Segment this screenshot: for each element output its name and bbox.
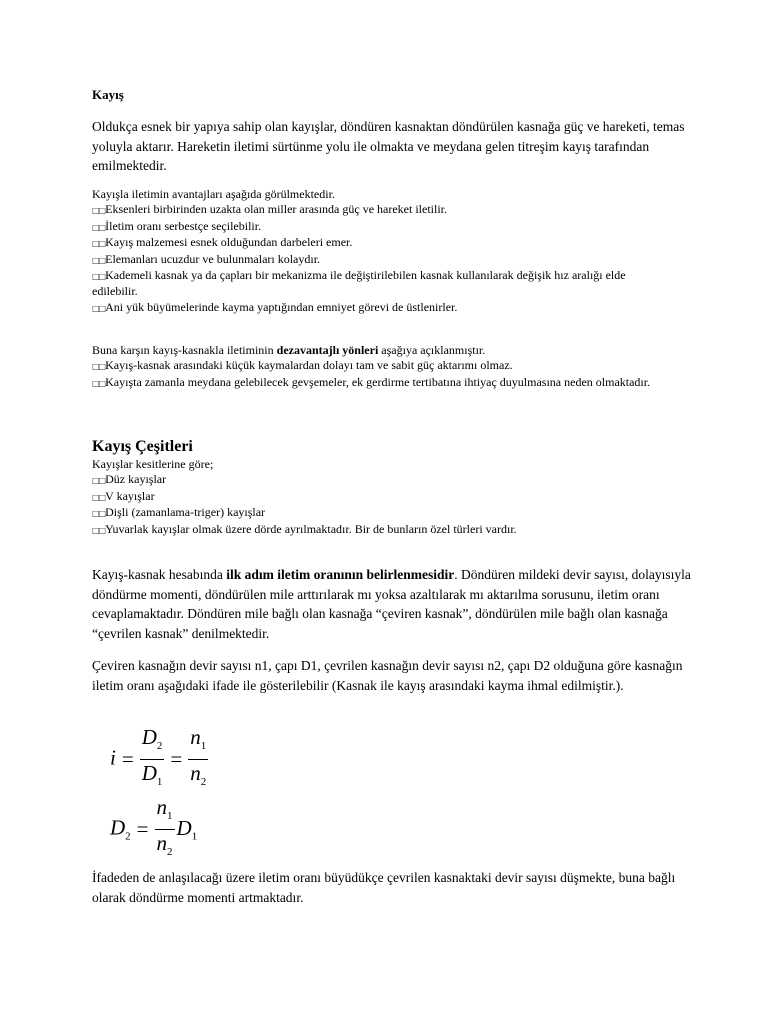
- list-item: □□Kayışta zamanla meydana gelebilecek gevşemeler, ek gerdirme tertibatına ihtiyaç duyulmasına neden olmaktadır.: [92, 374, 651, 389]
- types-lead: Kayışlar kesitlerine göre;: [92, 457, 214, 471]
- list-item: □□Kayış-kasnak arasındaki küçük kaymalardan dolayı tam ve sabit güç aktarımı olmaz.: [92, 358, 513, 373]
- list-item: □□İletim oranı serbestçe seçilebilir.: [92, 218, 262, 233]
- list-item: □□Kayış malzemesi esnek olduğundan darbeleri emer.: [92, 235, 353, 250]
- list-item: □□Elemanları ucuzdur ve bulunmaları kolaydır.: [92, 251, 321, 266]
- calc-paragraph-2: Çeviren kasnağın devir sayısı n1, çapı D1, çevrilen kasnağın devir sayısı n2, çapı D2 olduğuna göre kasnağın iletim oranı aşağıdaki ifade ile gösterilebilir (Kasnak ile kayış arasındaki kayma ihmal edilmiştir.).: [92, 658, 683, 693]
- list-item: □□Ani yük büyümelerinde kayma yaptığından emniyet görevi de üstlenirler.: [92, 299, 458, 314]
- list-item: □□Eksenleri birbirinden uzakta olan miller arasında güç ve hareket iletilir.: [92, 202, 447, 217]
- list-item: □□Dişli (zamanlama-triger) kayışlar: [92, 505, 266, 520]
- equation-d2: $D_2$ = $\frac{n_1}{n_2}$ $D_1$: [110, 795, 198, 859]
- intro-paragraph: Oldukça esnek bir yapıya sahip olan kayışlar, döndüren kasnaktan döndürülen kasnağa güç ve hareketi, temas yoluyla aktarır. Hareketin iletimi sürtünme yolu ile olmakta ve meydana gelen titreşim kayış tarafından emilmektedir.: [92, 119, 685, 173]
- list-item: □□Kademeli kasnak ya da çapları bir mekanizma ile değiştirilebilen kasnak kullanılarak değişik hız aralığı elde edilebilir.: [92, 268, 626, 299]
- types-list: [92, 457, 692, 538]
- disadvantages-list: [92, 343, 692, 391]
- list-item: □□Yuvarlak kayışlar olmak üzere dörde ayrılmaktadır. Bir de bunların özel türleri vardır.: [92, 521, 517, 536]
- advantages-list: [92, 187, 692, 316]
- section-heading-kayis: Kayış: [92, 87, 124, 102]
- section-heading-kayis-cesitleri: Kayış Çeşitleri: [92, 438, 193, 455]
- list-item: □□V kayışlar: [92, 488, 155, 503]
- equation-iletim-orani: i = $\frac{D_2}{D_1}$ = $\frac{n_1}{n_2}$: [110, 725, 207, 789]
- calc-paragraph-3: İfadeden de anlaşılacağı üzere iletim oranı büyüdükçe çevrilen kasnaktaki devir sayısı düşmekte, buna bağlı olarak döndürme momenti artmaktadır.: [92, 870, 676, 905]
- advantages-lead: Kayışla iletimin avantajları aşağıda görülmektedir.: [92, 187, 335, 201]
- disadvantages-lead: Buna karşın kayış-kasnakla iletiminin dezavantajlı yönleri aşağıya açıklanmıştır.: [92, 343, 486, 357]
- calc-paragraph-1: Kayış-kasnak hesabında ilk adım iletim oranının belirlenmesidir. Döndüren mildeki devir sayısı, dolayısıyla döndürme momenti, döndürülen mile arttırılarak mı yoksa azaltılarak mı aktarılma sorusunu, iletim oranı cevaplamaktadır. Döndüren mile bağlı olan kasnağa “çeviren kasnak”, döndürülen mile bağlı olan kasnağa “çevrilen kasnak” denilmektedir.: [92, 567, 691, 641]
- list-item: □□Düz kayışlar: [92, 472, 167, 487]
